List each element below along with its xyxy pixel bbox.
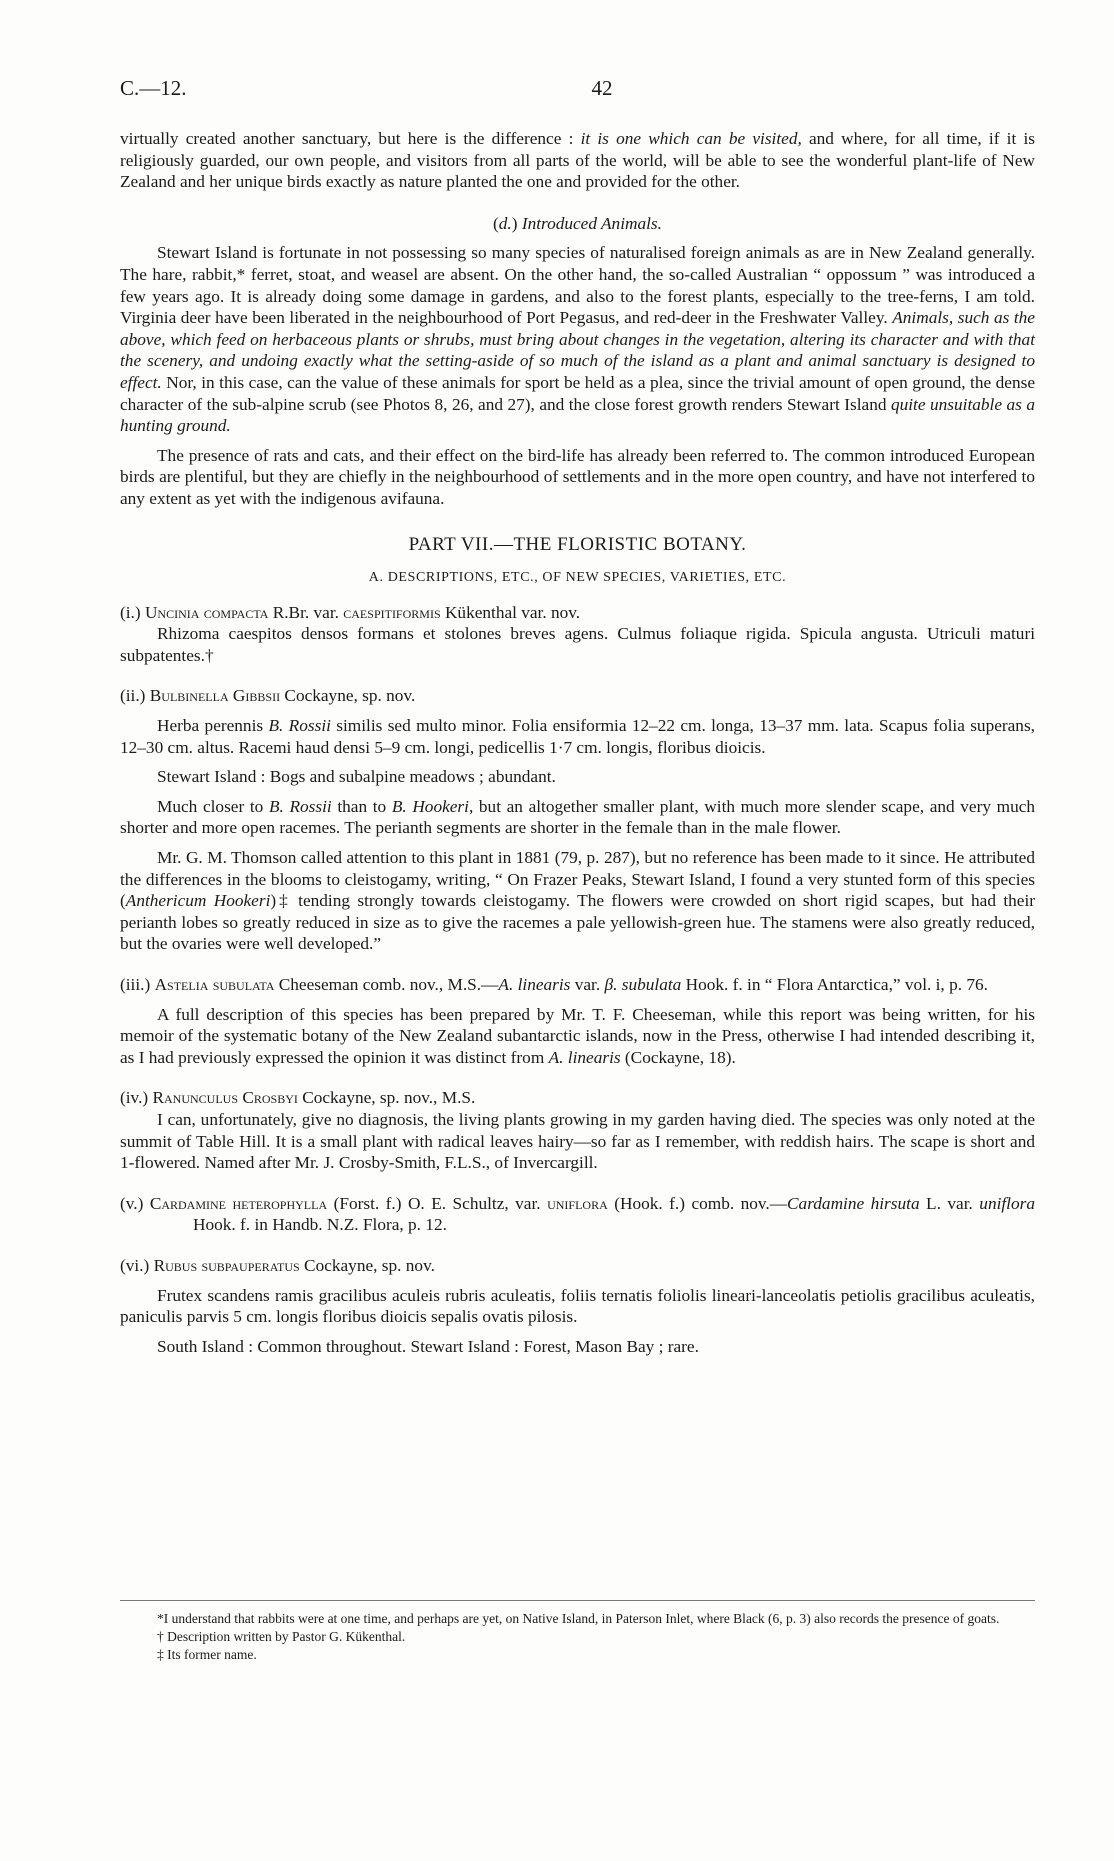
emphasis: B. Rossii [268, 716, 331, 736]
text-run: (iii.) [120, 975, 155, 994]
paragraph-bulbinella-description [120, 715, 1035, 758]
emphasis: quite unsuitable as a hunting ground. [120, 394, 1035, 436]
emphasis: it is one which can be visited, [580, 129, 802, 148]
page-number: 42 [591, 76, 613, 100]
text-run: Much closer to [157, 796, 269, 816]
text-run: )‡ tending strongly towards cleistogamy. The flowers were crowded on short rigid scapes, but had their perianth lobes so greatly reduced in size as to give the racemes a pale yellowish-green hue. The stamens were also greatly reduced, but the ovaries were well developed.” [120, 891, 1036, 954]
section-heading-introduced-animals [120, 213, 1035, 235]
emphasis: Cardamine hirsuta [787, 1193, 920, 1213]
footnote-former-name: ‡ Its former name. [157, 1647, 257, 1662]
text-run: Mr. G. M. Thomson called attention to this plant in 1881 (79, p. 287), but no reference has been made to it since. He attributed the differences in the blooms to cleistogamy, writing, “ On Frazer Peaks, Stewart Island, I found a very stunted form of this species ( [120, 848, 1035, 911]
paragraph-rubus-description: Frutex scandens ramis gracilibus aculeis rubris aculeatis, foliis ternatis foliolis lineari-lanceolatis petiolis gracilibus aculeatis, paniculis parvis 5 cm. longis floribus dioicis sepalis ovatis pilosis. [120, 1285, 1035, 1327]
text-run: (Forst. f.) O. E. Schultz, var. [327, 1193, 548, 1213]
text-run: Hook. f. in Handb. N.Z. Flora, p. 12. [193, 1215, 447, 1235]
paragraph-bulbinella-habitat: Stewart Island : Bogs and subalpine meadows ; abundant. [157, 767, 556, 787]
paragraph-uncinia-description: Rhizoma caespitos densos formans et stolones breves agens. Culmus foliaque rigida. Spicula angusta. Utriculi maturi subpatentes.† [120, 624, 1035, 665]
text-run: Nor, in this case, can the value of these animals for sport be held as a plea, since the trivial amount of open ground, the dense character of the sub-alpine scrub (see Photos 8, 26, and 27), and the close forest growth renders Stewart Island [120, 372, 1035, 414]
variety-name: caespitiformis [343, 602, 441, 622]
emphasis: B. Rossii [268, 796, 332, 816]
footnote-rabbits: *I understand that rabbits were at one time, and perhaps are yet, on Native Island, in Paterson Inlet, where Black (6, p. 3) also records the presence of goats. [157, 1611, 1000, 1626]
paragraph-introduced-animals [120, 242, 1035, 436]
emphasis: d. [498, 213, 512, 233]
text-run: (iv.) [120, 1088, 153, 1108]
text-run: ) [511, 213, 522, 233]
variety-name: uniflora [547, 1193, 608, 1213]
text-run: similis sed multo minor. Folia ensiformia 12–22 cm. longa, 13–37 mm. lata. Scapus folia superans, 12–30 cm. altus. Racemi haud densi 5–9 cm. longi, pedicellis 1·7 cm. longis, floribus dioicis. [120, 716, 1035, 757]
species-name: Ranunculus Crosbyi [152, 1088, 298, 1108]
paragraph-astelia [120, 1004, 1035, 1069]
footnotes [120, 1610, 1035, 1664]
emphasis: uniflora [979, 1193, 1035, 1213]
species-heading-astelia [120, 974, 1035, 996]
text-run: (Cockayne, 18). [620, 1047, 736, 1067]
species-heading-cardamine [120, 1193, 1035, 1236]
text-run: (v.) [120, 1193, 150, 1213]
text-run: and where, for all time, if it is religiously guarded, our own people, and visitors from all parts of the world, will be able to see the wonderful plant-life of New Zealand and her unique birds exactly as nature planted the one and provided for the other. [120, 129, 1035, 192]
species-name: Cardamine heterophylla [149, 1193, 328, 1213]
body-text [120, 128, 1035, 1357]
text-run: (ii.) [120, 686, 150, 706]
emphasis: A. linearis [548, 1047, 621, 1067]
page-header [120, 76, 1035, 106]
text-run: L. var. [919, 1193, 980, 1213]
text-run: var. [570, 975, 605, 994]
text-run: Herba perennis [157, 716, 269, 736]
text-run: Cheeseman comb. nov., M.S.— [274, 975, 499, 994]
emphasis: Introduced Animals. [521, 213, 662, 233]
species-heading-rubus [120, 1255, 1035, 1277]
text-run: R.Br. var. [268, 602, 344, 622]
paragraph-bulbinella-comparison [120, 796, 1035, 839]
text-run: ( [493, 213, 499, 233]
text-run: virtually created another sanctuary, but here is the difference : [120, 129, 581, 148]
part-title: PART VII.—THE FLORISTIC BOTANY. [408, 533, 747, 555]
species-heading-bulbinella [120, 685, 1035, 707]
subpart-title: A. DESCRIPTIONS, ETC., OF NEW SPECIES, VARIETIES, ETC. [368, 570, 787, 586]
species-name: Bulbinella Gibbsii [149, 686, 281, 706]
text-run: than to [331, 796, 392, 816]
footnote-kukenthal: † Description written by Pastor G. Kükenthal. [157, 1629, 406, 1644]
text-run: Cockayne, sp. nov., M.S. [297, 1088, 476, 1108]
text-run: (Hook. f.) comb. nov.— [607, 1193, 788, 1213]
text-run: but an altogether smaller plant, with much more slender scape, and very much shorter and more open racemes. The perianth segments are shorter in the female than in the male flower. [120, 796, 1036, 838]
species-name: Rubus subpauperatus [153, 1255, 300, 1275]
text-run: (vi.) [120, 1255, 154, 1275]
text-run: Kükenthal var. nov. [440, 602, 581, 622]
paragraph-rats-cats: The presence of rats and cats, and their effect on the bird-life has already been referred to. The common introduced European birds are plentiful, but they are chiefly in the neighbourhood of settlements and in the more open country, and have not interfered to any extent as yet with the indigenous avifauna. [120, 445, 1035, 508]
emphasis: Animals, such as the above, which feed on herbaceous plants or shrubs, must bring about changes in the vegetation, altering its character and with that the scenery, and undoing exactly what the setting-aside of so much of the island as a plant and animal sanctuary is designed to effect. [120, 308, 1035, 392]
report-reference: C.—12. [120, 76, 187, 100]
text-run: A full description of this species has been prepared by Mr. T. F. Cheeseman, while this report was being written, for his memoir of the systematic botany of the New Zealand subantarctic islands, now in the Press, otherwise I had intended describing it, as I had previously expressed the opinion it was distinct from [120, 1004, 1035, 1067]
paragraph-rubus-habitat: South Island : Common throughout. Stewart Island : Forest, Mason Bay ; rare. [157, 1336, 699, 1356]
emphasis: β. subulata [604, 975, 682, 994]
species-name: Astelia subulata [154, 975, 275, 994]
paragraph-sanctuary [120, 128, 1035, 193]
emphasis: A. linearis [498, 975, 571, 994]
text-run: Stewart Island is fortunate in not possessing so many species of naturalised foreign animals as are in New Zealand generally. The hare, rabbit,* ferret, stoat, and weasel are absent. On the other hand, the so-called Australian “ oppossum ” was introduced a few years ago. It is already doing some damage in gardens, and also to the forest plants, especially to the tree-ferns, I am told. Virginia deer have been liberated in the neighbourhood of Port Pegasus, and red-deer in the Freshwater Valley. [120, 243, 1035, 328]
species-heading-ranunculus [120, 1087, 1035, 1109]
emphasis: B. Hookeri, [391, 796, 474, 816]
species-heading-uncinia [120, 602, 1035, 624]
text-run: Cockayne, sp. nov. [299, 1255, 435, 1275]
paragraph-bulbinella-thomson [120, 847, 1035, 955]
species-name: Uncinia compacta [144, 602, 269, 622]
footnote-divider [120, 1600, 1035, 1601]
text-run: Hook. f. in “ Flora Antarctica,” vol. i, p. 76. [681, 975, 988, 994]
text-run: (i.) [120, 602, 145, 622]
emphasis: Anthericum Hookeri [125, 891, 271, 911]
text-run: Cockayne, sp. nov. [280, 686, 416, 706]
paragraph-ranunculus: I can, unfortunately, give no diagnosis, the living plants growing in my garden having died. The species was only noted at the summit of Table Hill. It is a small plant with radical leaves hairy—so far as I remember, with reddish hairs. The scape is short and 1-flowered. Named after Mr. J. Crosby-Smith, F.L.S., of Invercargill. [120, 1109, 1035, 1173]
